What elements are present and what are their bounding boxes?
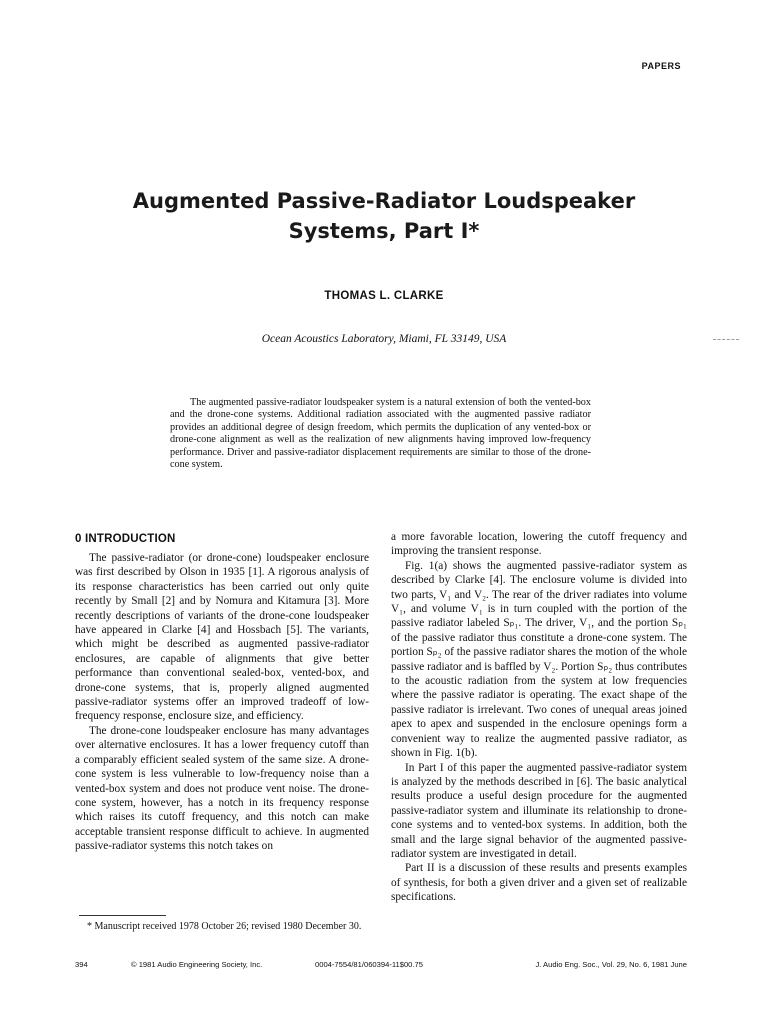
- section-heading: 0 INTRODUCTION: [75, 533, 176, 545]
- scan-artifact-mark: [713, 339, 739, 340]
- body-paragraph: a more favorable location, lowering the cutoff frequency and improving the transient response.: [391, 531, 687, 558]
- author-name: THOMAS L. CLARKE: [324, 290, 444, 302]
- title-line-1: Augmented Passive-Radiator Loudspeaker: [132, 189, 636, 213]
- footnote: * Manuscript received 1978 October 26; revised 1980 December 30.: [87, 921, 362, 932]
- affiliation: Ocean Acoustics Laboratory, Miami, FL 33149, USA: [261, 333, 507, 345]
- body-paragraph: Part II is a discussion of these results and presents examples of synthesis, for both a given driver and a given set of realizable specifications.: [391, 862, 687, 904]
- journal-citation: J. Audio Eng. Soc., Vol. 29, No. 6, 1981 June: [535, 960, 687, 969]
- copyright-notice: © 1981 Audio Engineering Society, Inc.: [131, 960, 263, 969]
- abstract: The augmented passive-radiator loudspeaker system is a natural extension of both the vented-box and the drone-cone systems. Additional radiation associated with the augmented passive radiator provides an additional degree of design freedom, which permits the duplication of any vented-box or drone-cone alignment as well as the realization of new alignments having improved low-frequency performance. Driver and passive-radiator displacement requirements are similar to those of the drone-cone system.: [170, 397, 591, 471]
- left-column: [75, 530, 369, 854]
- page-number: 394: [75, 960, 88, 969]
- body-paragraph: In Part I of this paper the augmented passive-radiator system is analyzed by the methods described in [6]. The basic analytical results produce a useful design procedure for the augmented passive-radiator system and illuminate its relationship to drone-cone systems and to vented-box systems. In addition, both the small and the large signal behavior of the augmented passive-radiator system are investigated in detail.: [391, 761, 687, 860]
- body-paragraph: Fig. 1(a) shows the augmented passive-radiator system as described by Clarke [4]. The enclosure volume is divided into two parts, V₁ and V₂. The rear of the driver radiates into volume V₁, and volume V₁ is in turn coupled with the portion of the passive radiator labeled Sₚ₁. The driver, V₁, and the portion Sₚ₁ of the passive radiator thus constitute a drone-cone system. The portion Sₚ₂ of the passive radiator shares the motion of the whole passive radiator and is baffled by V₂. Portion Sₚ₂ thus contributes to the acoustic radiation from the system at low frequencies where the passive radiator is operating. The exact shape of the passive radiator is irrelevant. Two cones of unequal areas joined apex to apex and suspended in the enclosure openings form a convenient way to realize the augmented passive radiator, as shown in Fig. 1(b).: [391, 559, 687, 760]
- article-title: [0, 186, 768, 246]
- right-column: [391, 530, 687, 905]
- body-paragraph: The passive-radiator (or drone-cone) loudspeaker enclosure was first described by Olson in 1935 [1]. A rigorous analysis of its response characteristics has been carried out only quite recently by Small [2] and by Nomura and Kitamura [3]. More recently descriptions of variants of the drone-cone loudspeaker have appeared in Clarke [4] and Hossbach [5]. The variants, which might be described as augmented passive-radiator enclosures, are capable of alignments that give better performance than conventional sealed-box, vented-box, and drone-cone systems, that is, properly aligned augmented passive-radiator systems offer an improved tradeoff of low-frequency response, enclosure size, and efficiency.: [75, 552, 369, 723]
- title-line-2: Systems, Part I*: [288, 219, 480, 243]
- article-code: 0004-7554/81/060394-11$00.75: [315, 960, 423, 969]
- body-paragraph: The drone-cone loudspeaker enclosure has many advantages over alternative enclosures. It has a lower frequency cutoff than a comparably efficient sealed system of the same size. A drone-cone system is less vulnerable to low-frequency noise than a vented-box system and does not produce vent noise. The drone-cone system, however, has a notch in its frequency response which raises its cutoff frequency, and this notch can make acceptable transient response difficult to achieve. In augmented passive-radiator systems this notch takes on: [75, 724, 369, 853]
- footnote-rule: [79, 915, 166, 916]
- section-tag: PAPERS: [641, 61, 681, 71]
